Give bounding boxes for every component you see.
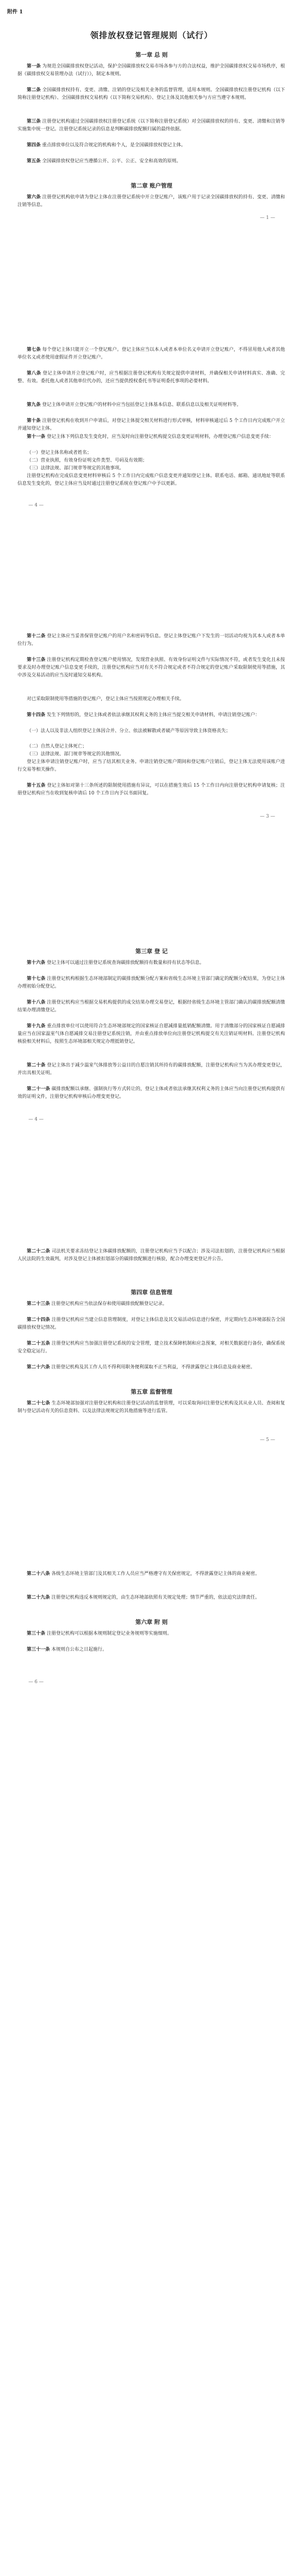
article-number: 第十条 [27,418,41,423]
article-text: 本规则自公布之日起施行。 [51,1647,107,1652]
page-number: — 6 — [28,1680,44,1685]
article-number: 第十八条 [27,1000,46,1005]
article-text: 重点排放单位以及符合规定的机构和个人，是全国碳排放权登记主体。 [42,143,186,148]
chapter-heading-1: 第一章 总 则 [135,52,168,58]
article-number: 第七条 [27,347,41,352]
page-number: — 5 — [260,1437,275,1443]
article-14 [17,711,285,719]
page-number: — 4 — [28,503,44,508]
article-text: 注册登记机构可以根据本规则制定登记业务规则等实施细则。 [46,1631,172,1636]
article-20 [17,1062,285,1077]
article-27 [17,1400,285,1415]
article-29 [17,1594,285,1602]
chapter-heading-5: 第五章 监督管理 [131,1388,172,1395]
article-text: 注册登记机构依申请为登记主体在注册登记系统中开立登记账户，该账户用于记录全国碳排放权的持有、变更、清缴和注销等信息。 [17,195,285,208]
article-13 [17,656,285,680]
article-1 [17,63,285,78]
article-number: 第二十二条 [27,1249,50,1254]
article-26 [17,1364,285,1371]
article-10 [17,417,285,433]
page-number: — 4 — [28,1117,44,1122]
article-11 [17,433,285,441]
article-text: 登记主体申请开立登记账户时，应当根据注册登记机构有关规定提供申请材料，并确保相关申请材料真实、准确、完整、有效。委托他人或者其他单位代办的，还应当提供授权委托书等证明委托事项的必要材料。 [17,371,285,384]
article-number: 第九条 [27,402,41,408]
list-item: （二）自然人登记主体死亡； [27,744,87,749]
article-text: 司法机关要求冻结登记主体碳排放配额的，注册登记机构应当予以配合；涉及司法扣划的，注册登记机构应当根据人民法院的生效裁判，对涉及登记主体被扣划部分的碳排放配额进行核验，配合办理变更登记并公告。 [17,1249,285,1262]
article-number: 第十六条 [27,960,46,965]
article-text: 每个登记主体只能开立一个登记账户。登记主体应当以本人或者本单位名义申请开立登记账户，不得冒用他人或者其他单位名义或者使用虚假证件开立登记账户。 [17,347,285,360]
article-number: 第二条 [27,88,41,93]
article-25 [17,1340,285,1355]
article-text: 全国碳排放权登记应当遵循公开、公平、公正、安全和高效的原则。 [42,159,181,164]
article-5 [17,158,285,165]
chapter-heading-2: 第二章 账户管理 [131,182,172,189]
article-number: 第二十六条 [27,1365,50,1370]
article-number: 第十四条 [27,713,46,718]
chapter-heading-6: 第六章 附 则 [135,1619,168,1625]
attachment-label: 附件 1 [7,9,23,15]
article-24 [17,1316,285,1332]
article-number: 第一条 [27,64,41,69]
article-2 [17,87,285,102]
article-number: 第三十一条 [27,1647,50,1652]
article-21 [17,1086,285,1101]
article-text: 为规范全国碳排放权登记活动，保护全国碳排放权交易市场各参与方的合法权益，维护全国碳排放权交易市场秩序，根据《碳排放权交易管理办法（试行）》，制定本规则。 [17,64,285,77]
article-31 [17,1646,285,1654]
article-text: 重点排放单位可以使用符合生态环境部规定的国家核证自愿减排量抵销配额清缴。用于清缴部分的国家核证自愿减排量应当在国家温室气体自愿减排交易注册登记系统注销，并由重点排放单位向注册登记机构提交有关注销证明材料。注册登记机构核验相关材料后，按照生态环境部相关规定办理抵销登记。 [17,1024,285,1044]
list-item: （二）营业执照，有效身份证明文件类型、号码及有效期； [27,458,148,463]
article-text: 登记主体应当妥善保管登记账户的用户名和密码等信息。登记主体登记账户下发生的一切活动均视为其本人或者本单位行为。 [17,634,285,647]
list-item: （三）法律法规、部门规章等规定的其他情况。 [27,752,124,757]
article-number: 第二十八条 [27,1571,50,1577]
article-text: 注册登记机构在收到开户申请后，对登记主体提交相关材料进行形式审核，材料审核通过后 5 个工作日内完成账户开立并通知登记主体。 [17,418,285,431]
article-23 [17,1300,285,1308]
article-text: 登记主体下列信息发生变化时，应当及时向注册登记机构提交信息变更证明材料，办理登记账户信息变更手续： [46,434,274,439]
article-11-tail: 注册登记机构在完成信息变更材料审核后 5 个工作日内完成账户信息变更并通知登记主体。联系电话、邮箱、通讯地址等联系信息发生变化的，登记主体应当及时通过注册登记系统在登记账户中予以更新。 [17,473,285,486]
page-number: — 3 — [260,814,275,819]
article-6 [17,194,285,209]
document-title: 领排放权登记管理规则（试行） [90,30,213,40]
article-text: 发生下列情形的，登记主体或者依法承继其权利义务的主体应当提交相关申请材料，申请注销登记账户： [46,713,260,718]
article-13-tail: 对已采取限制使用等措施的登记账户，登记主体应当按照规定办理相关手续。 [27,697,185,702]
article-22 [17,1248,285,1263]
article-text: 全国碳排放权持有、变更、清缴、注销的登记及相关业务的监督管理，适用本规则。全国碳排放权注册登记机构（以下简称注册登记机构）、全国碳排放权交易机构（以下简称交易机构）、登记主体及其他相关参与方应当遵守本规则。 [17,88,285,100]
article-14-tail: 登记主体申请注销登记账户时，应当了结其相关业务。申请注销登记账户期间和登记账户注销后，登记主体无法使用该账户进行交易等相关操作。 [17,759,285,772]
article-text: 登记主体可以通过注册登记系统查询碳排放配额持有数量和持有状态等信息。 [46,960,204,965]
article-4 [17,142,285,149]
article-number: 第十一条 [27,434,46,439]
article-text: 注册登记机构应当依法保存和使用碳排放配额登记记录。 [51,1301,167,1307]
article-9 [17,401,285,409]
list-item: （一）登记主体名称或者姓名； [27,450,92,455]
article-17 [17,975,285,991]
article-text: 注册登记机构应当加强注册登记系统的安全管理，建立技术保障机制和应急预案，对相关数据进行备份，确保系统安全稳定运行。 [17,1341,285,1354]
chapter-heading-3: 第三章 登 记 [135,948,168,955]
article-number: 第十二条 [27,634,46,639]
article-text: 注册登记机构违反本规则规定的，由生态环境部依照有关规定处理；情节严重的，依法追究法律责任。 [51,1595,260,1600]
article-16 [17,959,285,967]
chapter-heading-4: 第四章 信息管理 [131,1289,172,1296]
article-8 [17,370,285,385]
article-number: 第六条 [27,195,41,200]
article-text: 注册登记机构应当根据交易机构提供的成交结果办理交易登记，根据经省级生态环境主管部门确认的碳排放配额清缴结果办理清缴登记。 [17,1000,285,1013]
article-19 [17,1023,285,1046]
article-30 [17,1630,285,1638]
article-12 [17,633,285,648]
article-number: 第二十七条 [27,1401,50,1406]
article-number: 第十九条 [27,1024,46,1029]
article-18 [17,999,285,1014]
article-text: 注册登记机构应当建立信息管理制度，对登记主体信息及其交易活动信息进行保密，并定期向生态环境部报告全国碳排放权登记情况。 [17,1317,285,1330]
article-7 [17,346,285,362]
article-number: 第二十一条 [27,1087,50,1092]
article-number: 第二十五条 [27,1341,50,1346]
page-number: — 1 — [260,215,275,221]
article-number: 第八条 [27,371,41,376]
article-number: 第二十九条 [27,1595,50,1600]
article-text: 碳排放配额以承继、强制执行等方式转让的，登记主体或者依法承继其权利义务的主体应当向注册登记机构提供有效的证明文件，注册登记机构审核后办理变更登记。 [17,1087,285,1099]
article-number: 第四条 [27,143,41,148]
article-number: 第二十条 [27,1063,46,1068]
article-number: 第十三条 [27,657,46,663]
article-text: 注册登记机构定期检查登记账户使用情况，发现营业执照、有效身份证明文件与实际情况不符，或者发生变化且未按要求及时办理登记账户信息变更手续的，注册登记机构应当对有关不符合规定或者不符合规定的登记账户采取限制使用等措施，其中涉及交易活动的应当及时通知交易机构。 [17,657,285,678]
article-number: 第三十条 [27,1631,46,1636]
article-28 [17,1570,285,1578]
article-15 [17,782,285,798]
article-3 [17,118,285,133]
article-text: 登记主体出于减少温室气体排放等公益目的自愿注销其所持有的碳排放配额，注册登记机构应当为其办理变更登记，并出具相关证明。 [17,1063,285,1076]
article-number: 第五条 [27,159,41,164]
article-text: 各级生态环境主管部门及其相关工作人员应当严格遵守有关保密规定，不得泄露登记主体的商业秘密。 [51,1571,260,1577]
article-text: 注册登记机构及其工作人员不得利用职务便利谋取不正当利益，不得泄露登记主体信息及商业秘密。 [51,1365,255,1370]
article-text: 登记主体申请开立登记账户的材料中应当包括登记主体基本信息、联系信息以及相关证明材料等。 [42,402,241,408]
article-number: 第三条 [27,119,41,124]
list-item: （三）法律法规、部门规章等规定的其他事项。 [27,466,124,471]
article-number: 第十五条 [27,783,46,788]
article-text: 注册登记机构通过全国碳排放权注册登记系统（以下简称注册登记系统）对全国碳排放权的持有、变更、清缴和注销等实施集中统一登记。注册登记系统记录的信息是判断碳排放配额归属的最终依据。 [17,119,285,132]
article-number: 第二十三条 [27,1301,50,1307]
article-number: 第十七条 [27,976,46,981]
list-item: （一）法人以及非法人组织登记主体因合并、分立、依法被解散或者破产等原因导致主体资格丧失； [27,728,231,734]
article-number: 第二十四条 [27,1317,50,1323]
article-text: 登记主体如对第十三条所述的限制使用措施有异议，可以在措施生效后 15 个工作日内向注册登记机构申请复核；注册登记机构应当在收到复核申请后 10 个工作日内予以书面回复。 [17,783,285,796]
article-text: 注册登记机构根据生态环境部制定的碳排放配额分配方案和省级生态环境主管部门确定的配额分配结果，为登记主体办理初始分配登记。 [17,976,285,989]
article-text: 生态环境部加强对注册登记机构和注册登记活动的监督管理，可以采取询问注册登记机构及其从业人员、查阅和复制与登记活动有关的信息资料、以及法律法规规定的其他措施等进行监管。 [17,1401,285,1414]
